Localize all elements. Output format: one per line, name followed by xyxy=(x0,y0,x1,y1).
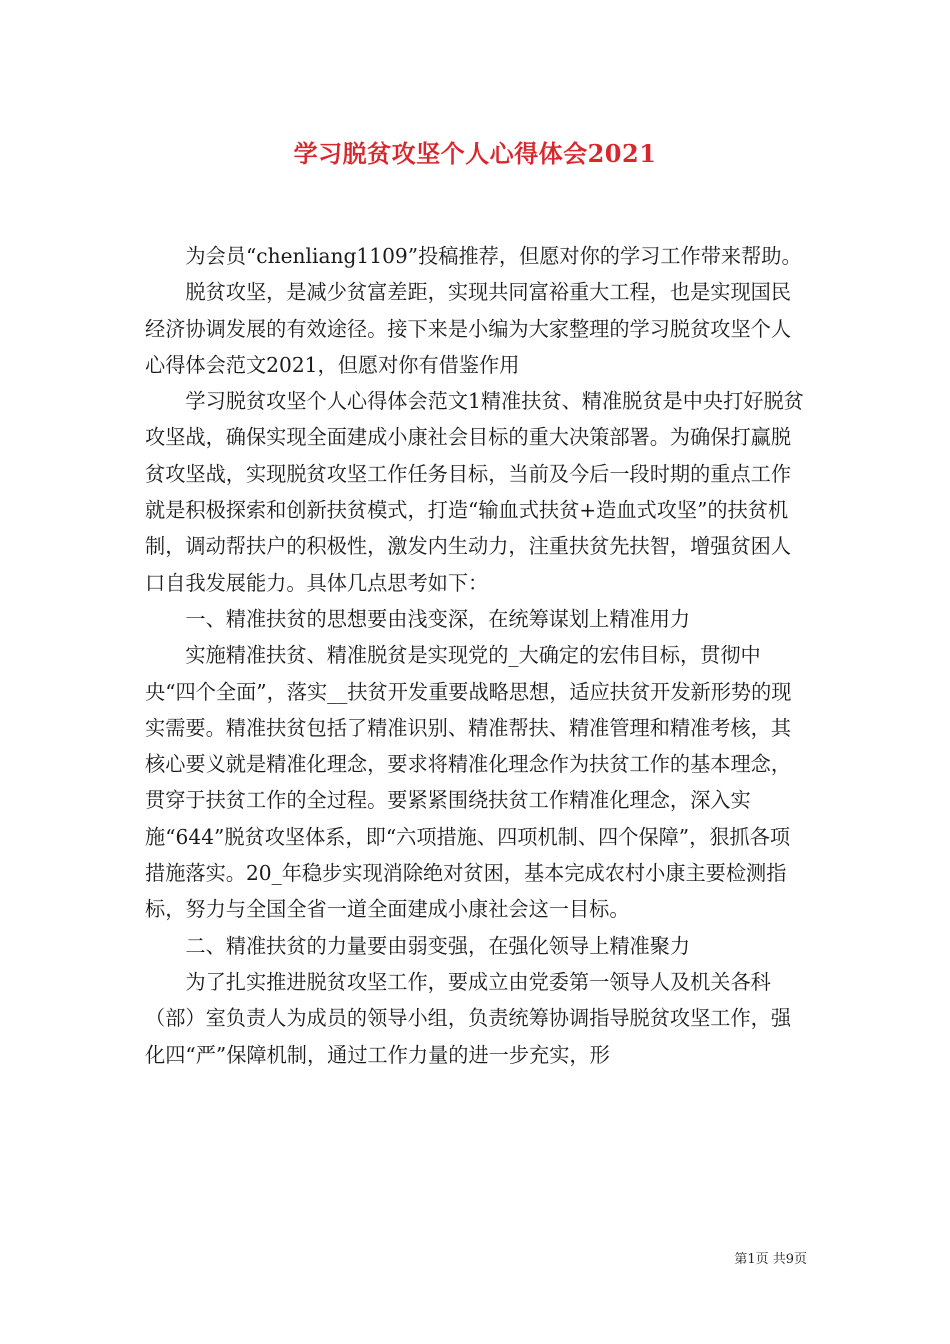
section-heading-1: 一、精准扶贫的思想要由浅变深，在统筹谋划上精准用力 xyxy=(185,606,691,631)
paragraph-section-2: 为了扎实推进脱贫攻坚工作，要成立由党委第一领导人及机关各科（部）室负责人为成员的领导小组，负责统筹协调指导脱贫攻坚工作，强化四“严”保障机制，通过工作力量的进一步充实，形 xyxy=(145,969,792,1067)
paragraph-sample-1: 学习脱贫攻坚个人心得体会范文1精准扶贫、精准脱贫是中央打好脱贫攻坚战，确保实现全面建成小康社会目标的重大决策部署。为确保打赢脱贫攻坚战，实现脱贫攻坚工作任务目标，当前及今后一段时期的重点工作就是积极探索和创新扶贫模式，打造“输血式扶贫+造血式攻坚”的扶贫机制，调动帮扶户的积极性，激发内生动力，注重扶贫先扶智，增强贫困人口自我发展能力。具体几点思考如下： xyxy=(145,389,804,595)
section-heading-2: 二、精准扶贫的力量要由弱变强，在强化领导上精准聚力 xyxy=(185,933,691,958)
document-title: 学习脱贫攻坚个人心得体会2021 xyxy=(293,139,657,168)
paragraph-intro: 为会员“chenliang1109”投稿推荐，但愿对你的学习工作带来帮助。 xyxy=(185,244,802,268)
document-body xyxy=(145,238,805,1073)
paragraph-section-1: 实施精准扶贫、精准脱贫是实现党的_大确定的宏伟目标，贯彻中央“四个全面”，落实__扶贫开发重要战略思想，适应扶贫开发新形势的现实需要。精准扶贫包括了精准识别、精准帮扶、精准管理和精准考核，其核心要义就是精准化理念，要求将精准化理念作为扶贫工作的基本理念，贯穿于扶贫工作的全过程。要紧紧围绕扶贫工作精准化理念，深入实施“644”脱贫攻坚体系，即“六项措施、四项机制、四个保障”，狠抓各项措施落实。20_年稳步实现消除绝对贫困，基本完成农村小康主要检测指标，努力与全国全省一道全面建成小康社会这一目标。 xyxy=(145,643,792,922)
paragraph-summary: 脱贫攻坚，是减少贫富差距，实现共同富裕重大工程，也是实现国民经济协调发展的有效途径。接下来是小编为大家整理的学习脱贫攻坚个人心得体会范文2021，但愿对你有借鉴作用 xyxy=(145,280,792,377)
page-number: 第1页 共9页 xyxy=(734,1252,807,1267)
